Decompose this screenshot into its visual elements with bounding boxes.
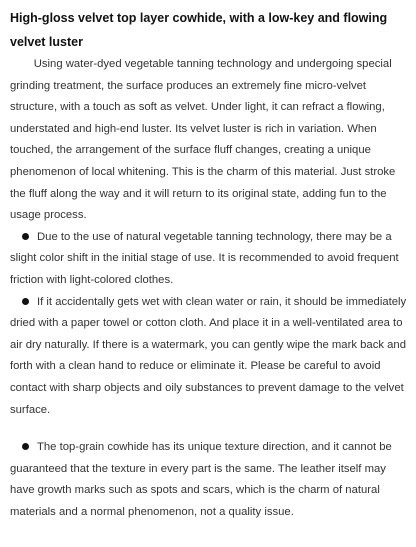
spacer (10, 421, 410, 437)
product-description (10, 6, 410, 523)
bullet-dot-icon (22, 298, 29, 305)
bullet-text: Due to the use of natural vegetable tanning technology, there may be a slight color shift in the initial stage of use. It is recommended to avoid frequent friction with light-colored clothes. (10, 230, 399, 286)
intro-paragraph: Using water-dyed vegetable tanning technology and undergoing special grinding treatment, the surface produces an extremely fine micro-velvet structure, with a touch as soft as velvet. Under light, it can refract a flowing, understated and high-end luster. Its velvet luster is rich in variation. When touched, the arrangement of the surface fluff changes, creating a unique phenomenon of local whitening. This is the charm of this material. Just stroke the fluff along the way and it will return to its original state, adding fun to the usage process. (10, 58, 396, 222)
bullet-dot-icon (22, 443, 29, 450)
bullet-item-water-care (10, 292, 410, 422)
bullet-item-color-shift (10, 227, 410, 292)
bullet-text: The top-grain cowhide has its unique texture direction, and it cannot be guaranteed that the texture in every part is the same. The leather itself may have growth marks such as spots and scars, which is the charm of natural materials and a normal phenomenon, not a quality issue. (10, 441, 392, 518)
document-title: High-gloss velvet top layer cowhide, with a low-key and flowing velvet luster (10, 11, 388, 49)
bullet-dot-icon (22, 233, 29, 240)
bullet-text: If it accidentally gets wet with clean water or rain, it should be immediately dried with a paper towel or cotton cloth. And place it in a well-ventilated area to air dry naturally. If there is a watermark, you can gently wipe the mark back and forth with a clean hand to reduce or eliminate it. Please be careful to avoid contact with sharp objects and oily substances to prevent damage to the velvet surface. (10, 295, 407, 416)
bullet-item-texture (10, 437, 410, 523)
